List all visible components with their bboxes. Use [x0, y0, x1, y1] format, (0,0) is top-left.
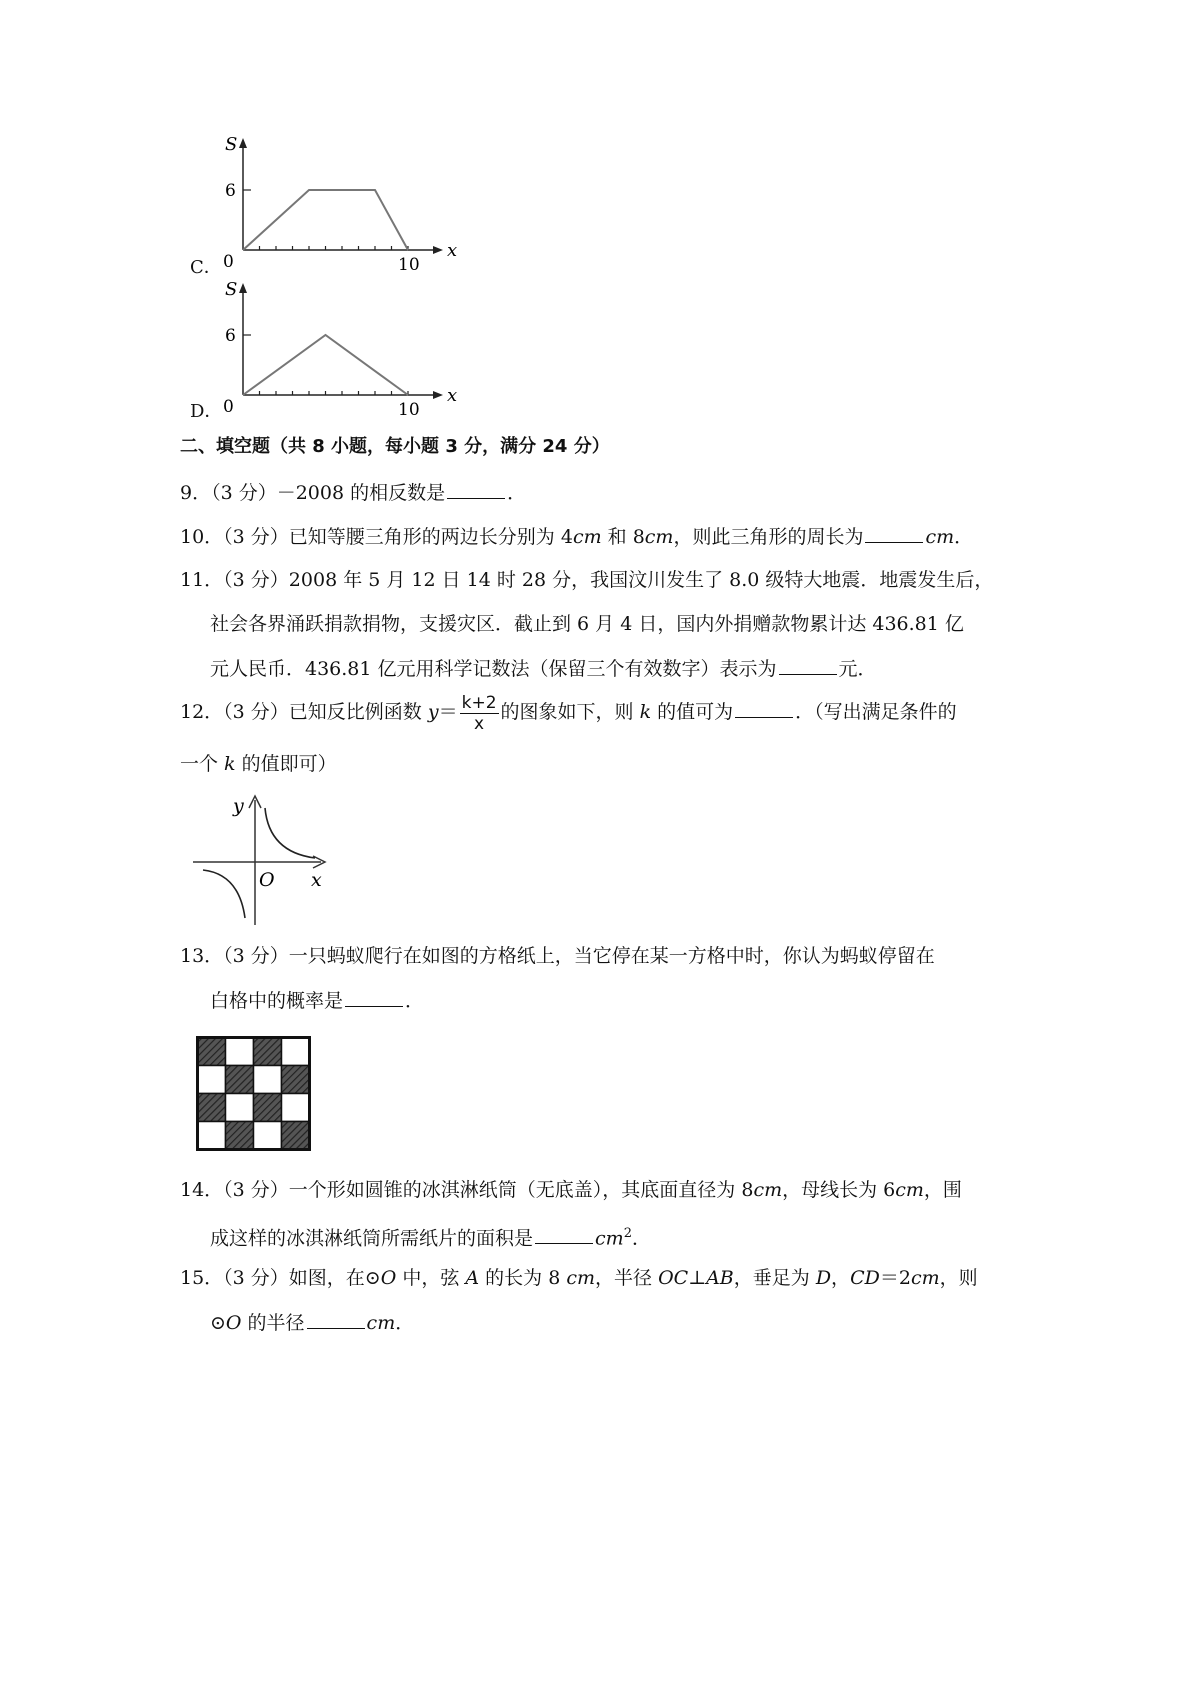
grid-cell-white — [254, 1122, 282, 1150]
graph-d-y-tick: 6 — [225, 326, 236, 346]
graph-c-y-label: S — [225, 134, 238, 155]
grid-cell-shaded — [226, 1122, 254, 1150]
question-11-line-2: 社会各界涌跃捐款捐物，支援灾区．截止到 6 月 4 日，国内外捐赠款物累计达 436.81 亿 — [210, 613, 964, 635]
q12-branch-negative — [203, 870, 245, 918]
question-13-line-1: 13．（3 分）一只蚂蚁爬行在如图的方格纸上，当它停在某一方格中时，你认为蚂蚁停留在 — [180, 945, 935, 967]
graph-c-y-tick: 6 — [225, 181, 236, 201]
q13-checker-grid — [196, 1036, 312, 1152]
option-d-label: D． — [190, 401, 223, 422]
grid-cell-shaded — [282, 1066, 310, 1094]
question-10: 10．（3 分）已知等腰三角形的两边长分别为 4cm 和 8cm，则此三角形的周长为 cm． — [180, 526, 974, 548]
question-12-line-2: 一个 k 的值即可） — [180, 753, 337, 775]
q12-origin: O — [259, 869, 275, 891]
grid-cell-shaded — [198, 1038, 226, 1066]
question-15-line-2: ⊙O 的半径 cm． — [210, 1312, 415, 1334]
graph-d-origin: 0 — [223, 397, 234, 415]
q12-blank — [735, 699, 793, 718]
q10-blank — [865, 524, 923, 543]
graph-c — [215, 130, 465, 270]
question-9: 9．（3 分）－2008 的相反数是 ． — [180, 482, 527, 504]
q9-blank — [447, 480, 505, 499]
question-12-line-1: 12．（3 分）已知反比例函数 y＝ $\frac{k+2}{x}$ 的图象如下，则 k 的值可为 ．（写出满足条件的 — [180, 692, 957, 734]
question-14-line-1: 14．（3 分）一个形如圆锥的冰淇淋纸筒（无底盖），其底面直径为 8cm，母线长为 6cm，围 — [180, 1179, 962, 1201]
q14-blank — [535, 1225, 593, 1244]
q15-blank — [307, 1310, 365, 1329]
question-13-line-2: 白格中的概率是 ． — [210, 990, 425, 1012]
graph-d-line — [243, 335, 408, 395]
graph-c-x-tick: 10 — [398, 255, 420, 270]
grid-cell-shaded — [226, 1066, 254, 1094]
grid-cell-white — [198, 1122, 226, 1150]
q12-hyperbola-graph — [185, 790, 345, 930]
grid-cell-white — [226, 1094, 254, 1122]
grid-cell-white — [254, 1066, 282, 1094]
grid-cell-shaded — [198, 1094, 226, 1122]
grid-cell-white — [198, 1066, 226, 1094]
q13-blank — [345, 988, 403, 1007]
option-c-label: C． — [190, 257, 222, 278]
q12-x-label: x — [311, 869, 322, 891]
graph-c-line — [243, 190, 408, 250]
graph-c-x-label: x — [447, 240, 458, 261]
question-11-line-1: 11．（3 分）2008 年 5 月 12 日 14 时 28 分，我国汶川发生了 8.0 级特大地震．地震发生后， — [180, 569, 994, 591]
graph-d-x-tick: 10 — [398, 400, 420, 415]
question-11-line-3: 元人民币．436.81 亿元用科学记数法（保留三个有效数字）表示为 元． — [210, 658, 877, 680]
grid-cell-shaded — [254, 1094, 282, 1122]
q12-fraction: $\frac{k+2}{x}$ — [461, 692, 497, 734]
graph-c-origin: 0 — [223, 252, 234, 270]
graph-d-y-label: S — [225, 279, 238, 300]
q12-branch-positive — [265, 808, 315, 858]
grid-cell-white — [282, 1094, 310, 1122]
grid-cell-white — [226, 1038, 254, 1066]
section-heading: 二、填空题（共 8 小题，每小题 3 分，满分 24 分） — [180, 436, 610, 457]
graph-d — [215, 275, 465, 415]
question-15-line-1: 15．（3 分）如图，在⊙O 中，弦 A 的长为 8 cm，半径 OC⊥AB，垂足为 D，CD＝2cm，则 — [180, 1267, 978, 1289]
graph-d-x-label: x — [447, 385, 458, 406]
q9-text: 9．（3 分）－2008 的相反数是 — [180, 482, 446, 504]
question-14-line-2: 成这样的冰淇淋纸筒所需纸片的面积是 $cm^2$． — [210, 1226, 651, 1250]
grid-cell-white — [282, 1038, 310, 1066]
q12-y-label: y — [233, 795, 244, 817]
q11-blank — [779, 656, 837, 675]
grid-cell-shaded — [282, 1122, 310, 1150]
grid-cell-shaded — [254, 1038, 282, 1066]
